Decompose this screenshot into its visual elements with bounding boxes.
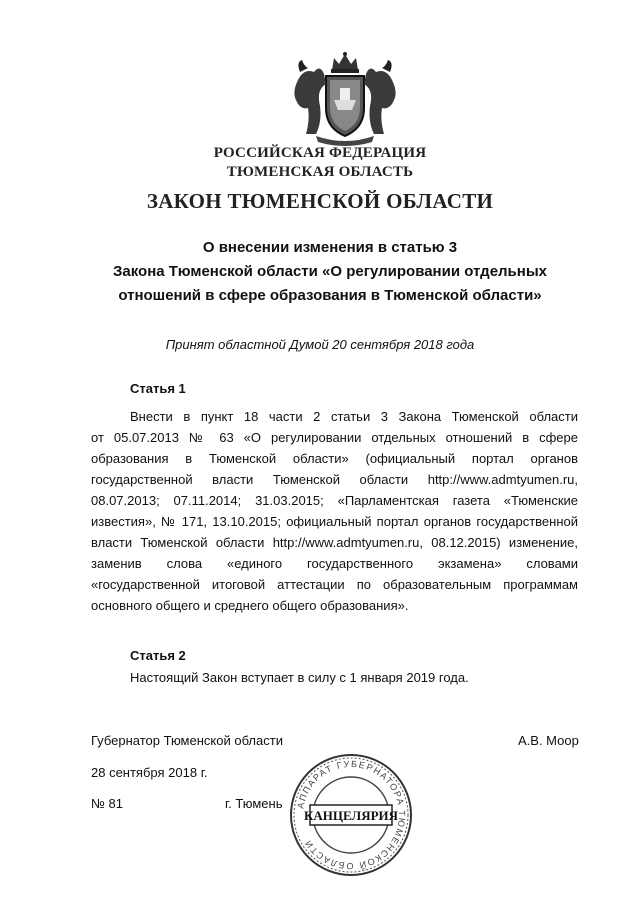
signing-city: г. Тюмень <box>225 796 283 811</box>
law-type-heading: ЗАКОН ТЮМЕНСКОЙ ОБЛАСТИ <box>146 189 494 213</box>
coat-of-arms-icon <box>286 50 404 150</box>
article-1-line: от 05.07.2013 № 63 «О регулировании отдельных отношений в сфере <box>91 430 578 445</box>
signing-date: 28 сентября 2018 г. <box>91 765 208 780</box>
article-1-line: власти Тюменской области http://www.admtyumen.ru, 08.12.2015) изменение, <box>91 535 578 550</box>
country-heading: РОССИЙСКАЯ ФЕДЕРАЦИЯ <box>213 145 427 161</box>
article-1-line: «государственной итоговой аттестации по образовательным программам <box>91 577 578 592</box>
stamp-center-text: КАНЦЕЛЯРИЯ <box>303 808 399 823</box>
signatory-position: Губернатор Тюменской области <box>91 733 283 748</box>
article-1-line: заменив слова «единого государственного экзамена» словами <box>91 556 578 571</box>
article-1-line: государственной власти Тюменской области http://www.admtyumen.ru, <box>91 472 578 487</box>
law-number: № 81 <box>91 796 124 811</box>
article-1-line: Внести в пункт 18 части 2 статьи 3 Закона Тюменской области <box>130 409 578 424</box>
article-1-line: 08.07.2013; 07.11.2014; 31.03.2015; «Парламентская газета «Тюменские <box>91 493 578 508</box>
article-2-heading: Статья 2 <box>130 648 186 663</box>
article-2-body: Настоящий Закон вступает в силу с 1 января 2019 года. <box>130 670 469 685</box>
article-1-line: основного общего и среднего общего образования». <box>91 598 409 613</box>
article-1-line: известия», № 171, 13.10.2015; официальный портал органов государственной <box>91 514 578 529</box>
law-title-line: О внесении изменения в статью 3 <box>202 239 458 256</box>
region-heading: ТЮМЕНСКАЯ ОБЛАСТЬ <box>226 164 414 180</box>
office-stamp-icon <box>288 752 414 878</box>
adoption-note: Принят областной Думой 20 сентября 2018 года <box>165 337 475 352</box>
article-1-heading: Статья 1 <box>130 381 186 396</box>
article-1-body <box>91 406 578 616</box>
stamp-outer-text: АППАРАТ ГУБЕРНАТОРА ТЮМЕНСКОЙ ОБЛАСТИ <box>295 758 408 872</box>
law-title-line: Закона Тюменской области «О регулировании отдельных <box>112 263 547 280</box>
law-title-line: отношений в сфере образования в Тюменской области» <box>118 287 542 304</box>
signatory-name: А.В. Моор <box>518 733 579 748</box>
article-1-line: образования в Тюменской области» (официальный портал органов <box>91 451 578 466</box>
law-title <box>60 236 600 308</box>
